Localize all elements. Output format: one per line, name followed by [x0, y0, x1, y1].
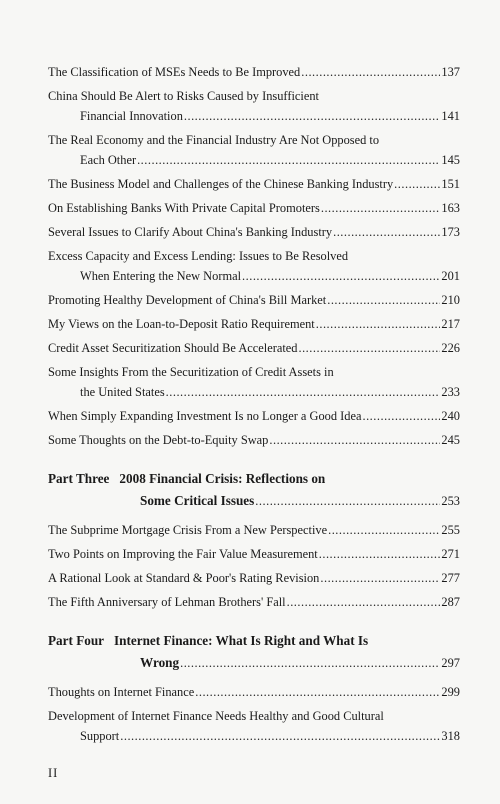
dot-leader	[184, 106, 441, 126]
toc-entry	[48, 544, 460, 564]
dot-leader	[242, 266, 440, 286]
toc-entry	[48, 198, 460, 218]
toc-entry-title: Credit Asset Securitization Should Be Accelerated	[48, 341, 298, 355]
dot-leader	[195, 682, 440, 702]
toc-entry	[48, 338, 460, 358]
toc-page-number: 277	[441, 571, 460, 585]
toc-entry	[48, 130, 460, 170]
toc-entry-line	[48, 430, 460, 450]
dot-leader	[362, 406, 440, 426]
part-heading-first-line	[48, 630, 460, 652]
toc-entry	[48, 174, 460, 194]
toc-entry-title: The Fifth Anniversary of Lehman Brothers' Fall	[48, 595, 286, 609]
toc-page-number: 245	[441, 433, 460, 447]
toc-entry-title: the United States	[80, 385, 165, 399]
part-heading-last-line	[48, 490, 460, 512]
toc-entry-line	[48, 568, 460, 588]
toc-entry-line	[48, 62, 460, 82]
toc-page-number: 240	[441, 409, 460, 423]
toc-entry	[48, 222, 460, 242]
toc-entry-line	[48, 726, 460, 746]
dot-leader	[166, 382, 441, 402]
part-heading	[48, 630, 460, 674]
toc-entry-title: When Entering the New Normal	[80, 269, 242, 283]
toc-entry-line	[48, 130, 460, 150]
toc-entry-line	[48, 592, 460, 612]
toc-page-number: 141	[441, 109, 460, 123]
toc-entry-line	[48, 382, 460, 402]
toc-entry	[48, 406, 460, 426]
toc-entry-title: China Should Be Alert to Risks Caused by Insufficient	[48, 89, 319, 103]
toc-entry-line	[48, 338, 460, 358]
toc-entry	[48, 682, 460, 702]
toc-entry	[48, 430, 460, 450]
part-label: Part Three	[48, 471, 110, 486]
toc-entry-title: When Simply Expanding Investment Is no Longer a Good Idea	[48, 409, 362, 423]
toc-entry-line	[48, 362, 460, 382]
toc-entry-title: Some Thoughts on the Debt-to-Equity Swap	[48, 433, 269, 447]
toc-entry-line	[48, 266, 460, 286]
toc-page-number: 173	[441, 225, 460, 239]
toc-entry-title: Thoughts on Internet Finance	[48, 685, 195, 699]
dot-leader	[137, 150, 440, 170]
toc-page-number: 226	[441, 341, 460, 355]
toc-entry-title: The Real Economy and the Financial Industry Are Not Opposed to	[48, 133, 380, 147]
dot-leader	[269, 430, 440, 450]
toc-entry	[48, 592, 460, 612]
toc-entry	[48, 246, 460, 286]
toc-entry	[48, 314, 460, 334]
table-of-contents	[48, 62, 460, 750]
part-title: Internet Finance: What Is Right and What Is	[114, 633, 369, 648]
part-heading-first-line	[48, 468, 460, 490]
toc-entry-title: On Establishing Banks With Private Capital Promoters	[48, 201, 320, 215]
toc-page-number: 217	[441, 317, 460, 331]
toc-entry	[48, 86, 460, 126]
dot-leader	[287, 592, 441, 612]
dot-leader	[298, 338, 440, 358]
toc-entry-line	[48, 290, 460, 310]
toc-page-number: 253	[441, 494, 460, 508]
toc-page-number: 271	[441, 547, 460, 561]
page-number-folio: II	[48, 766, 59, 780]
toc-page-number: 299	[441, 685, 460, 699]
toc-entry-line	[48, 222, 460, 242]
toc-entry-title: Each Other	[80, 153, 137, 167]
dot-leader	[120, 726, 440, 746]
toc-entry-line	[48, 682, 460, 702]
toc-entry-title: Some Insights From the Securitization of Credit Assets in	[48, 365, 334, 379]
part-title: Some Critical Issues	[140, 493, 255, 508]
dot-leader	[301, 62, 440, 82]
toc-entry-line	[48, 544, 460, 564]
toc-entry-line	[48, 198, 460, 218]
dot-leader	[319, 544, 441, 564]
toc-entry	[48, 520, 460, 540]
toc-page-number: 145	[441, 153, 460, 167]
toc-entry	[48, 706, 460, 746]
dot-leader	[394, 174, 440, 194]
dot-leader	[328, 520, 440, 540]
toc-page-number: 163	[441, 201, 460, 215]
toc-entry-title: Development of Internet Finance Needs Healthy and Good Cultural	[48, 709, 384, 723]
toc-page-number: 255	[441, 523, 460, 537]
toc-page-number: 233	[441, 385, 460, 399]
toc-page-number: 318	[441, 729, 460, 743]
toc-page-number: 151	[441, 177, 460, 191]
part-heading	[48, 468, 460, 512]
part-title: 2008 Financial Crisis: Reflections on	[119, 471, 326, 486]
dot-leader	[327, 290, 440, 310]
toc-entry-line	[48, 106, 460, 126]
toc-page-number: 297	[441, 656, 460, 670]
dot-leader	[255, 490, 440, 512]
toc-entry-line	[48, 520, 460, 540]
toc-entry-title: Financial Innovation	[80, 109, 183, 123]
toc-entry-title: A Rational Look at Standard & Poor's Rating Revision	[48, 571, 320, 585]
toc-entry-line	[48, 406, 460, 426]
toc-page-number: 287	[441, 595, 460, 609]
toc-entry-title: The Classification of MSEs Needs to Be Improved	[48, 65, 301, 79]
toc-entry-title: Promoting Healthy Development of China's Bill Market	[48, 293, 327, 307]
toc-entry	[48, 568, 460, 588]
toc-entry-title: The Subprime Mortgage Crisis From a New Perspective	[48, 523, 328, 537]
dot-leader	[180, 652, 440, 674]
part-title: Wrong	[140, 655, 180, 670]
toc-entry-line	[48, 246, 460, 266]
part-heading-last-line	[48, 652, 460, 674]
toc-entry	[48, 62, 460, 82]
toc-page-number: 210	[441, 293, 460, 307]
dot-leader	[333, 222, 440, 242]
dot-leader	[320, 568, 440, 588]
toc-entry-line	[48, 86, 460, 106]
toc-entry-title: Two Points on Improving the Fair Value Measurement	[48, 547, 318, 561]
dot-leader	[316, 314, 441, 334]
toc-entry-title: My Views on the Loan-to-Deposit Ratio Requirement	[48, 317, 315, 331]
toc-entry	[48, 362, 460, 402]
toc-entry-title: Support	[80, 729, 120, 743]
toc-page-number: 201	[441, 269, 460, 283]
toc-entry-line	[48, 314, 460, 334]
toc-entry	[48, 290, 460, 310]
toc-entry-title: Several Issues to Clarify About China's Banking Industry	[48, 225, 333, 239]
dot-leader	[321, 198, 441, 218]
toc-entry-title: Excess Capacity and Excess Lending: Issues to Be Resolved	[48, 249, 349, 263]
part-label: Part Four	[48, 633, 105, 648]
toc-entry-line	[48, 706, 460, 726]
toc-entry-line	[48, 174, 460, 194]
toc-page-number: 137	[441, 65, 460, 79]
toc-entry-line	[48, 150, 460, 170]
toc-entry-title: The Business Model and Challenges of the Chinese Banking Industry	[48, 177, 394, 191]
